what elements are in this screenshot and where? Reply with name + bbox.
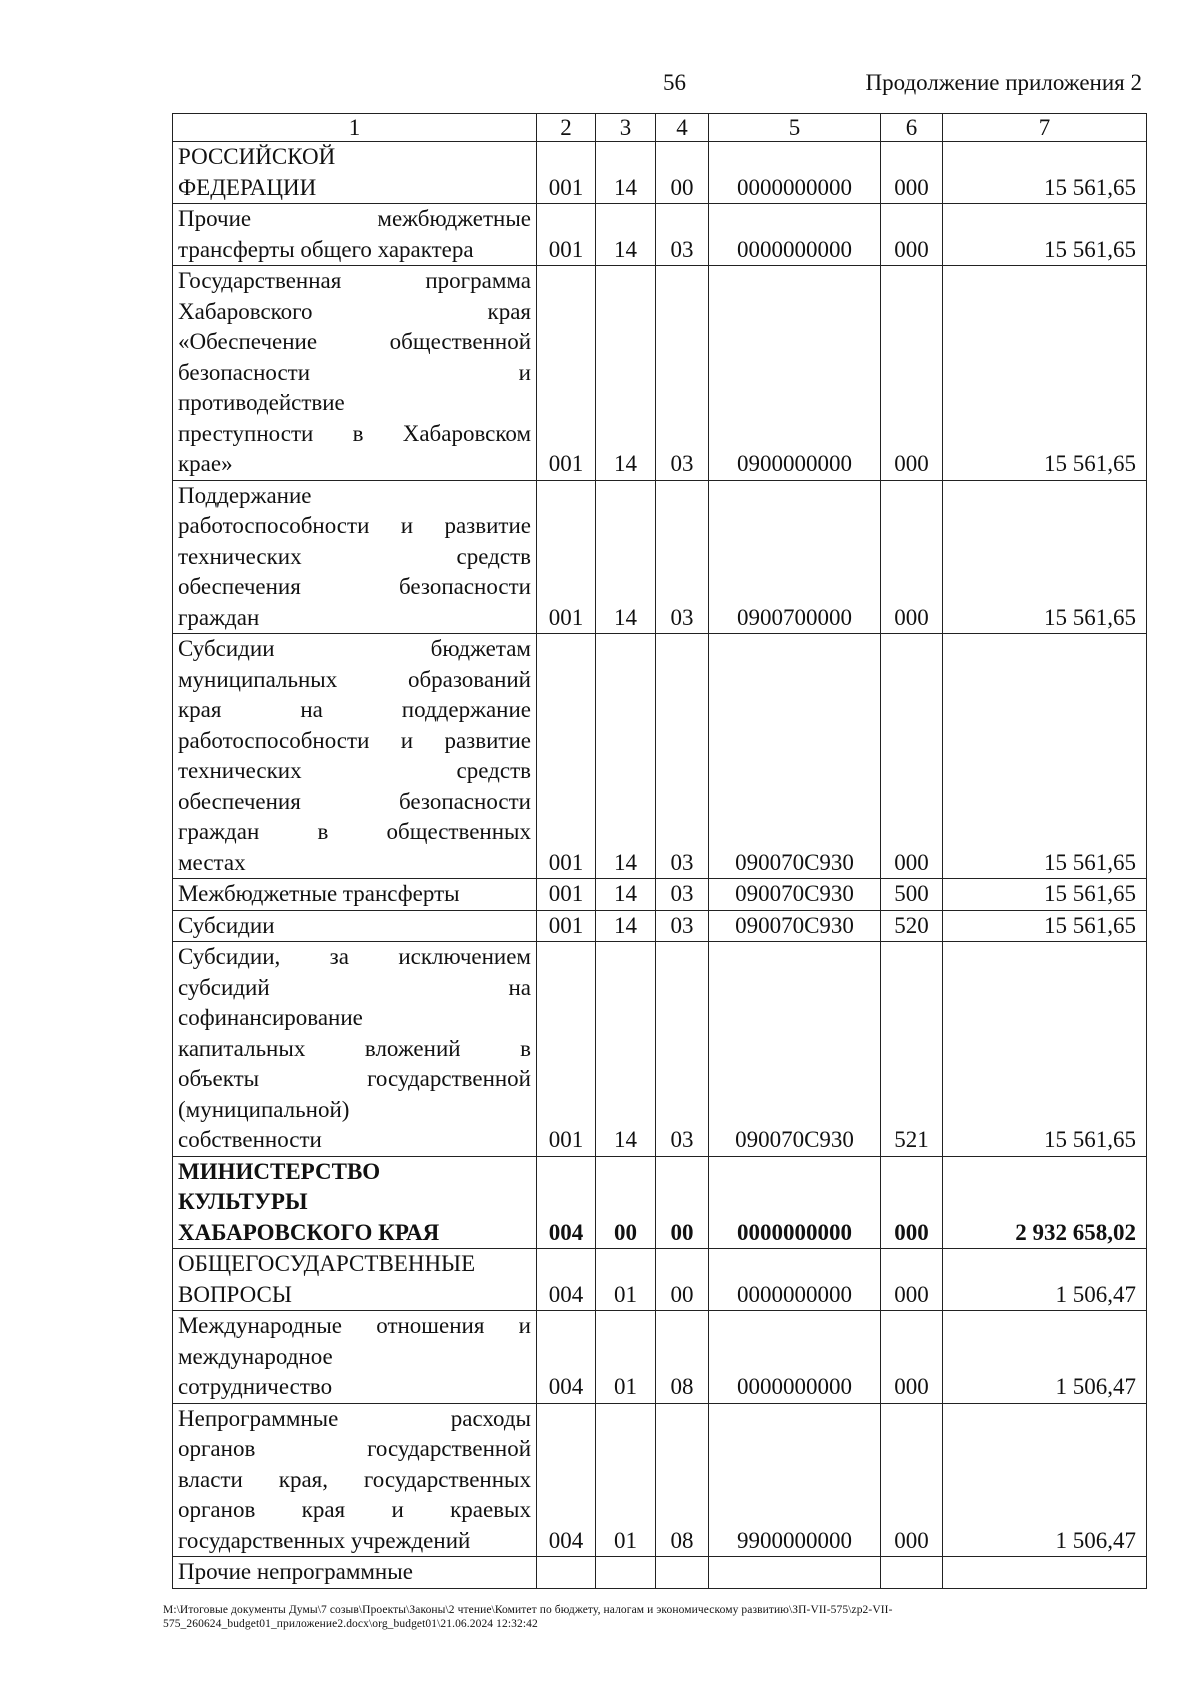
code-cell: 001 — [537, 634, 596, 879]
section-cell: 14 — [596, 480, 656, 634]
table-row — [173, 480, 1147, 634]
subsection-cell: 00 — [656, 142, 709, 204]
subsection-cell: 00 — [656, 1156, 709, 1249]
target-article-cell: 090070С930 — [709, 942, 881, 1157]
row-name-cell — [173, 1403, 537, 1557]
row-name-line: Межбюджетные трансферты — [178, 881, 460, 906]
table-row — [173, 1557, 1147, 1589]
target-article-cell: 0000000000 — [709, 1249, 881, 1311]
table-row — [173, 942, 1147, 1157]
sum-cell: 2 932 658,02 — [943, 1156, 1147, 1249]
expense-type-cell: 000 — [881, 204, 943, 266]
row-name-line: трансферты общего характера — [178, 236, 474, 262]
code-cell: 001 — [537, 142, 596, 204]
target-article-cell: 090070С930 — [709, 879, 881, 911]
table-row — [173, 879, 1147, 911]
section-cell: 01 — [596, 1311, 656, 1404]
row-name-line: технических средств — [178, 543, 531, 569]
row-name-line: КУЛЬТУРЫ — [178, 1189, 308, 1214]
continuation-label: Продолжение приложения 2 — [865, 70, 1142, 95]
row-name-line: «Обеспечение общественной — [178, 329, 531, 354]
sum-cell: 1 506,47 — [943, 1311, 1147, 1404]
target-article-cell: 9900000000 — [709, 1403, 881, 1557]
row-name-line: муниципальных образований — [178, 666, 531, 692]
subsection-cell: 03 — [656, 879, 709, 911]
expense-type-cell: 000 — [881, 1249, 943, 1311]
budget-table — [172, 113, 1147, 1589]
row-name-cell — [173, 266, 537, 481]
footer-path-line: M:\Итоговые документы Думы\7 созыв\Проекты\Законы\2 чтение\Комитет по бюджету, налогам и экономическому развитию\ЗП-VII-575\zp2-VII- — [163, 1604, 893, 1616]
code-cell: 001 — [537, 480, 596, 634]
table-row — [173, 1311, 1147, 1404]
target-article-cell: 0000000000 — [709, 204, 881, 266]
column-header: 2 — [537, 114, 596, 142]
row-name-line: международное — [178, 1343, 333, 1369]
row-name-line: МИНИСТЕРСТВО — [178, 1158, 381, 1184]
row-name-line: государственных учреждений — [178, 1527, 471, 1553]
subsection-cell: 08 — [656, 1403, 709, 1557]
code-cell: 001 — [537, 879, 596, 911]
row-name-line: местах — [178, 849, 246, 875]
sum-cell: 1 506,47 — [943, 1249, 1147, 1311]
subsection-cell: 03 — [656, 942, 709, 1157]
code-cell: 004 — [537, 1156, 596, 1249]
code-cell: 004 — [537, 1311, 596, 1404]
expense-type-cell: 521 — [881, 942, 943, 1157]
row-name-line: Поддержание — [178, 482, 312, 508]
table-row — [173, 1156, 1147, 1249]
row-name-line: Прочие непрограммные — [178, 1559, 413, 1584]
row-name-line: (муниципальной) — [178, 1096, 350, 1122]
expense-type-cell: 000 — [881, 1311, 943, 1404]
row-name-line: граждан — [178, 604, 260, 630]
section-cell: 01 — [596, 1403, 656, 1557]
section-cell: 01 — [596, 1249, 656, 1311]
row-name-line: объекты государственной — [178, 1066, 531, 1091]
subsection-cell: 03 — [656, 204, 709, 266]
footer-path-line: 575_260624_budget01_приложение2.docx\org_budget01\21.06.2024 12:32:42 — [163, 1618, 538, 1630]
subsection-cell: 03 — [656, 266, 709, 481]
row-name-line: безопасности и — [178, 359, 531, 385]
subsection-cell: 00 — [656, 1249, 709, 1311]
row-name-line: Субсидии — [178, 912, 275, 938]
row-name-cell — [173, 204, 537, 266]
expense-type-cell: 000 — [881, 634, 943, 879]
expense-type-cell: 520 — [881, 910, 943, 942]
page-header — [0, 70, 1200, 104]
section-cell: 00 — [596, 1156, 656, 1249]
row-name-line: власти края, государственных — [178, 1466, 531, 1492]
row-name-line: органов края и краевых — [178, 1497, 531, 1522]
row-name-line: края на поддержание — [178, 697, 531, 722]
page-number: 56 — [663, 70, 686, 95]
row-name-line: крае» — [178, 451, 233, 476]
column-header: 3 — [596, 114, 656, 142]
section-cell: 14 — [596, 634, 656, 879]
table-row — [173, 634, 1147, 879]
expense-type-cell: 000 — [881, 266, 943, 481]
row-name-cell — [173, 910, 537, 942]
row-name-line: Хабаровского края — [178, 298, 531, 324]
target-article-cell — [709, 1557, 881, 1589]
row-name-line: ХАБАРОВСКОГО КРАЯ — [178, 1219, 440, 1245]
row-name-line: Международные отношения и — [178, 1313, 531, 1338]
column-header: 7 — [943, 114, 1147, 142]
table-row — [173, 1249, 1147, 1311]
sum-cell: 1 506,47 — [943, 1403, 1147, 1557]
row-name-line: противодействие — [178, 390, 345, 415]
code-cell: 001 — [537, 204, 596, 266]
sum-cell: 15 561,65 — [943, 634, 1147, 879]
section-cell: 14 — [596, 879, 656, 911]
table-row — [173, 142, 1147, 204]
table-row — [173, 204, 1147, 266]
row-name-line: субсидий на — [178, 974, 531, 1000]
target-article-cell: 0000000000 — [709, 1311, 881, 1404]
row-name-cell — [173, 1156, 537, 1249]
row-name-cell — [173, 879, 537, 911]
document-path-footer — [163, 1603, 1143, 1631]
row-name-line: софинансирование — [178, 1005, 363, 1030]
target-article-cell: 090070С930 — [709, 910, 881, 942]
code-cell: 004 — [537, 1249, 596, 1311]
row-name-line: обеспечения безопасности — [178, 574, 531, 599]
row-name-line: обеспечения безопасности — [178, 788, 531, 814]
row-name-line: Государственная программа — [178, 268, 531, 293]
row-name-cell — [173, 142, 537, 204]
subsection-cell: 03 — [656, 634, 709, 879]
row-name-line: Непрограммные расходы — [178, 1405, 531, 1431]
row-name-line: Субсидии, за исключением — [178, 944, 531, 969]
row-name-line: работоспособности и развитие — [178, 727, 531, 753]
row-name-line: ОБЩЕГОСУДАРСТВЕННЫЕ — [178, 1251, 476, 1276]
column-header: 4 — [656, 114, 709, 142]
row-name-line: капитальных вложений в — [178, 1035, 531, 1061]
section-cell: 14 — [596, 910, 656, 942]
table-row — [173, 910, 1147, 942]
expense-type-cell: 000 — [881, 480, 943, 634]
target-article-cell: 0000000000 — [709, 1156, 881, 1249]
row-name-cell — [173, 942, 537, 1157]
subsection-cell — [656, 1557, 709, 1589]
sum-cell: 15 561,65 — [943, 266, 1147, 481]
expense-type-cell: 000 — [881, 1403, 943, 1557]
section-cell — [596, 1557, 656, 1589]
code-cell: 004 — [537, 1403, 596, 1557]
code-cell: 001 — [537, 266, 596, 481]
row-name-cell — [173, 1311, 537, 1404]
row-name-line: работоспособности и развитие — [178, 513, 531, 538]
code-cell: 001 — [537, 942, 596, 1157]
section-cell: 14 — [596, 142, 656, 204]
code-cell — [537, 1557, 596, 1589]
section-cell: 14 — [596, 266, 656, 481]
sum-cell: 15 561,65 — [943, 142, 1147, 204]
row-name-line: ФЕДЕРАЦИИ — [178, 174, 317, 200]
sum-cell: 15 561,65 — [943, 480, 1147, 634]
table-row — [173, 266, 1147, 481]
sum-cell: 15 561,65 — [943, 204, 1147, 266]
row-name-line: РОССИЙСКОЙ — [178, 144, 336, 169]
row-name-line: Субсидии бюджетам — [178, 636, 531, 661]
code-cell: 001 — [537, 910, 596, 942]
row-name-line: собственности — [178, 1127, 322, 1152]
sum-cell — [943, 1557, 1147, 1589]
target-article-cell: 090070С930 — [709, 634, 881, 879]
row-name-cell — [173, 480, 537, 634]
sum-cell: 15 561,65 — [943, 942, 1147, 1157]
section-cell: 14 — [596, 204, 656, 266]
table-header-row — [173, 114, 1147, 142]
section-cell: 14 — [596, 942, 656, 1157]
subsection-cell: 08 — [656, 1311, 709, 1404]
target-article-cell: 0900000000 — [709, 266, 881, 481]
row-name-line: преступности в Хабаровском — [178, 420, 531, 446]
sum-cell: 15 561,65 — [943, 879, 1147, 911]
expense-type-cell — [881, 1557, 943, 1589]
subsection-cell: 03 — [656, 910, 709, 942]
row-name-cell — [173, 1249, 537, 1311]
column-header: 5 — [709, 114, 881, 142]
row-name-line: ВОПРОСЫ — [178, 1281, 292, 1307]
subsection-cell: 03 — [656, 480, 709, 634]
row-name-line: Прочие межбюджетные — [178, 206, 531, 231]
target-article-cell: 0900700000 — [709, 480, 881, 634]
sum-cell: 15 561,65 — [943, 910, 1147, 942]
expense-type-cell: 000 — [881, 1156, 943, 1249]
expense-type-cell: 000 — [881, 142, 943, 204]
target-article-cell: 0000000000 — [709, 142, 881, 204]
row-name-cell — [173, 634, 537, 879]
row-name-line: граждан в общественных — [178, 819, 531, 844]
column-header: 1 — [173, 114, 537, 142]
column-header: 6 — [881, 114, 943, 142]
row-name-line: сотрудничество — [178, 1374, 333, 1399]
row-name-line: технических средств — [178, 758, 531, 783]
table-row — [173, 1403, 1147, 1557]
row-name-cell — [173, 1557, 537, 1589]
row-name-line: органов государственной — [178, 1436, 531, 1461]
expense-type-cell: 500 — [881, 879, 943, 911]
